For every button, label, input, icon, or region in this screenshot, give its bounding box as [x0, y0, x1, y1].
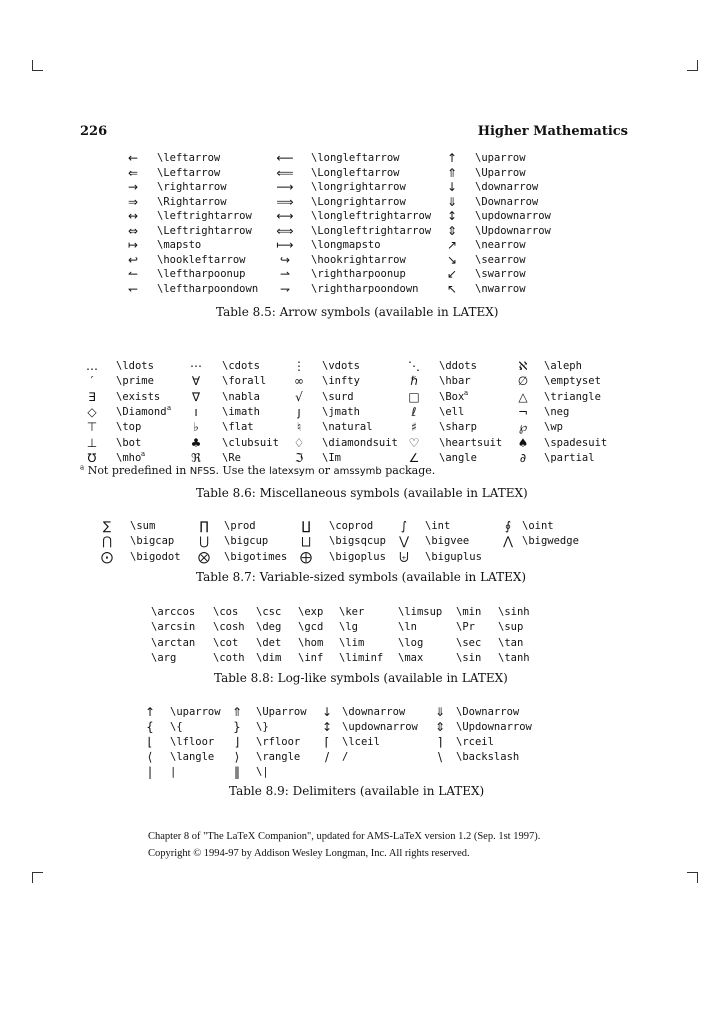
latex-command: \Updownarrow [456, 721, 532, 734]
symbol-glyph: ∠ [408, 450, 420, 465]
arrow-table-caption: Table 8.5: Arrow symbols (available in LATEX) [216, 305, 499, 319]
symbol-glyph: ◇ [87, 404, 97, 419]
latex-command: \nabla [222, 390, 260, 403]
symbol-glyph: ⟹ [276, 194, 294, 209]
latex-command: \prod [224, 520, 256, 532]
latex-command: \cdots [222, 360, 260, 372]
latex-command: \sinh [498, 606, 530, 618]
latex-command: \exists [116, 390, 161, 403]
footnote-part: amssymb [333, 466, 382, 477]
latex-command: \log [398, 636, 424, 649]
latex-command: \Leftrightarrow [157, 224, 252, 237]
symbol-glyph: □ [408, 389, 420, 404]
symbol-glyph: ⋀ [503, 534, 513, 549]
latex-command: \swarrow [475, 268, 526, 280]
crop-mark-top-right [687, 60, 698, 71]
latex-command: \rceil [456, 736, 494, 749]
latex-command: \bigoplus [329, 550, 386, 563]
latex-command: \| [256, 766, 269, 779]
symbol-glyph: ↑ [446, 151, 458, 165]
latex-command: \rightharpoondown [311, 282, 419, 295]
page-number: 226 [80, 124, 108, 139]
symbol-glyph: ∀ [191, 374, 201, 389]
varsized-table-caption: Table 8.7: Variable-sized symbols (available in LATEX) [196, 570, 527, 584]
footnote-part: Not predefined in [87, 464, 190, 477]
latex-command: \rightarrow [157, 181, 227, 193]
latex-command: \exp [298, 606, 324, 618]
latex-command: \arcsin [151, 621, 196, 634]
symbol-glyph: ℜ [191, 450, 201, 465]
latex-command: \searrow [475, 253, 526, 266]
latex-command: \Longrightarrow [311, 195, 406, 208]
latex-command: \cos [213, 606, 239, 618]
symbol-glyph: ↓ [321, 705, 333, 719]
latex-command: \Updownarrow [475, 224, 551, 237]
latex-command: \dim [256, 651, 282, 664]
latex-command: \tan [498, 636, 524, 649]
symbol-glyph: ¬ [517, 404, 529, 419]
latex-command: \leftharpoonup [157, 268, 246, 280]
latex-command: \{ [170, 721, 183, 734]
symbol-glyph: ⟨ [147, 750, 153, 765]
latex-command: \Downarrow [456, 706, 520, 718]
symbol-glyph: ℧ [87, 450, 97, 465]
crop-mark-bottom-right [687, 872, 698, 883]
latex-command: \csc [256, 606, 282, 618]
symbol-glyph: ♯ [411, 420, 417, 435]
symbol-glyph: ♢ [293, 435, 305, 450]
copyright-line: Chapter 8 of "The LaTeX Companion", updated for AMS-LaTeX version 1.2 (Sep. 1st 1997). [148, 831, 541, 842]
crop-mark-top-left [32, 60, 43, 71]
latex-command: \ddots [439, 360, 477, 372]
symbol-glyph: ⇔ [127, 223, 139, 238]
symbol-glyph: ∃ [88, 389, 96, 404]
latex-command: \Pr [456, 621, 475, 634]
symbol-glyph: ⇕ [434, 720, 446, 735]
latex-command: \ldots [116, 360, 154, 372]
symbol-glyph: ⋮ [293, 359, 305, 373]
symbol-glyph: ∇ [191, 389, 201, 404]
symbol-glyph: ⟶ [276, 180, 294, 194]
latex-command: \min [456, 606, 482, 618]
latex-command: \updownarrow [475, 210, 551, 222]
symbol-glyph: ∑ [102, 519, 112, 533]
symbol-glyph: ⇓ [434, 705, 446, 719]
symbol-glyph: ∮ [504, 519, 512, 533]
latex-command: \max [398, 651, 424, 664]
latex-command: \ell [439, 405, 465, 418]
symbol-glyph: ⇓ [446, 194, 458, 209]
symbol-glyph: ↖ [446, 281, 458, 296]
delims-table-caption: Table 8.9: Delimiters (available in LATEX) [229, 784, 485, 798]
latex-command: \forall [222, 375, 267, 388]
latex-command: \rfloor [256, 736, 301, 749]
latex-command: \hookleftarrow [157, 253, 246, 266]
latex-command: \partial [544, 451, 595, 464]
footnote-mark: a [80, 463, 85, 472]
latex-command: \hbar [439, 375, 471, 388]
symbol-glyph: ⋃ [199, 534, 209, 549]
latex-command: \Downarrow [475, 195, 539, 208]
latex-command: \sin [456, 651, 482, 664]
latex-command: \mapsto [157, 239, 202, 251]
latex-command: \longleftarrow [311, 152, 400, 164]
symbol-glyph: ⋂ [102, 534, 112, 549]
latex-command: \vdots [322, 360, 360, 372]
latex-command: \uparrow [475, 152, 526, 164]
symbol-glyph: ♡ [408, 435, 420, 450]
latex-command: / [342, 751, 349, 764]
symbol-glyph: ↕ [321, 720, 333, 735]
latex-command: \sharp [439, 421, 477, 434]
symbol-glyph: ↙ [446, 267, 458, 281]
footnote-part: or [314, 464, 334, 477]
symbol-glyph: ∏ [199, 519, 209, 533]
latex-command: \cosh [213, 621, 245, 634]
running-header [80, 124, 628, 140]
latex-command: \updownarrow [342, 721, 418, 734]
latex-command: \lg [339, 621, 358, 634]
latex-command: \backslash [456, 751, 520, 764]
latex-command: \bigcap [130, 535, 175, 548]
latex-command: \leftrightarrow [157, 210, 252, 222]
symbol-glyph: ↔ [127, 209, 139, 223]
latex-command: \ln [398, 621, 417, 634]
latex-command: \bot [116, 436, 142, 449]
symbol-glyph: ⋁ [399, 534, 409, 549]
footnote-part: NFSS [189, 466, 216, 477]
latex-command: \cot [213, 636, 239, 649]
latex-command: \sup [498, 621, 524, 634]
latex-command: \lceil [342, 736, 380, 749]
latex-command: \nearrow [475, 239, 526, 251]
latex-command: \} [256, 721, 269, 734]
latex-command: \biguplus [425, 550, 482, 563]
symbol-glyph: ⇒ [127, 194, 139, 209]
symbol-glyph: ♭ [193, 420, 199, 435]
latex-command: \longrightarrow [311, 181, 406, 193]
symbol-glyph: ⟩ [234, 750, 240, 765]
latex-command: \infty [322, 375, 360, 388]
latex-command: \Leftarrow [157, 166, 221, 179]
latex-command: \Im [322, 451, 341, 464]
latex-command: \limsup [398, 606, 443, 618]
latex-command: \lfloor [170, 736, 215, 749]
latex-command: \int [425, 520, 451, 532]
latex-command: \clubsuit [222, 436, 279, 449]
latex-command: \hookrightarrow [311, 253, 406, 266]
symbol-glyph: ⨁ [300, 549, 312, 564]
latex-command: \hom [298, 636, 324, 649]
latex-command: \spadesuit [544, 436, 608, 449]
latex-command: \jmath [322, 405, 360, 418]
symbol-glyph: ⟼ [276, 238, 294, 252]
symbol-glyph: ⇀ [279, 267, 291, 281]
symbol-glyph: … [86, 359, 98, 373]
latex-command: \det [256, 636, 282, 649]
latex-command: \bigvee [425, 535, 470, 548]
latex-command: \heartsuit [439, 436, 503, 449]
symbol-glyph: | [147, 765, 153, 780]
symbol-glyph: ∐ [301, 519, 311, 533]
symbol-glyph: { [146, 720, 154, 735]
latex-command: \arg [151, 651, 177, 664]
symbol-glyph: ı [194, 404, 198, 419]
latex-command: \Longleftarrow [311, 166, 400, 179]
latex-command: \flat [222, 421, 254, 434]
latex-command: \coth [213, 651, 245, 664]
latex-command: \bigcup [224, 535, 269, 548]
footnote-part: package. [381, 464, 436, 477]
latex-command: | [170, 766, 177, 779]
loglike-table-caption: Table 8.8: Log-like symbols (available in LATEX) [214, 671, 508, 685]
latex-command: \Rightarrow [157, 195, 227, 208]
symbol-glyph: ∞ [294, 374, 304, 389]
latex-command: \prime [116, 375, 154, 388]
latex-command: \coprod [329, 520, 374, 532]
latex-command: \downarrow [475, 181, 539, 193]
latex-command: \triangle [544, 390, 601, 403]
latex-command: \ker [339, 606, 365, 618]
latex-command: \uparrow [170, 706, 221, 718]
symbol-glyph: → [127, 180, 139, 194]
symbol-glyph: ⨂ [198, 549, 210, 564]
symbol-glyph: ∅ [517, 374, 529, 389]
latex-command: \angle [439, 451, 477, 464]
symbol-glyph: √ [295, 389, 303, 404]
symbol-glyph: ↦ [127, 238, 139, 252]
symbol-glyph: ⇁ [279, 281, 291, 296]
symbol-glyph: ⇐ [127, 165, 139, 180]
latex-command: \langle [170, 751, 215, 764]
latex-command: \wp [544, 421, 563, 434]
footnote-part: latexsym [268, 466, 315, 477]
symbol-glyph: ↩ [127, 252, 139, 267]
footnote-part: . Use the [215, 464, 269, 477]
symbol-glyph: ⨆ [301, 534, 311, 549]
symbol-glyph: ⌉ [437, 735, 443, 750]
symbol-glyph: ⨄ [399, 549, 409, 564]
latex-command: \Box [439, 390, 465, 403]
symbol-glyph: ‖ [234, 765, 240, 780]
latex-command: \rangle [256, 751, 301, 764]
symbol-glyph: ⨀ [101, 549, 113, 564]
latex-command: \oint [522, 520, 554, 532]
latex-command: \neg [544, 405, 570, 418]
latex-command: \Re [222, 451, 241, 464]
latex-command: \Uparrow [475, 166, 526, 179]
symbol-glyph: ℑ [294, 450, 304, 465]
latex-command: \natural [322, 421, 373, 434]
symbol-glyph: ⋱ [408, 359, 420, 373]
crop-mark-bottom-left [32, 872, 43, 883]
latex-command: \bigsqcup [329, 535, 386, 548]
symbol-glyph: ← [127, 151, 139, 165]
latex-command: \deg [256, 621, 282, 634]
latex-command: \mho [116, 451, 142, 464]
symbol-glyph: } [233, 720, 241, 735]
symbol-glyph: ↪ [279, 252, 291, 267]
latex-command: \bigotimes [224, 550, 288, 563]
latex-command: \emptyset [544, 375, 601, 388]
symbol-glyph: ′ [90, 374, 94, 389]
latex-command: \aleph [544, 360, 582, 372]
symbol-glyph: ⊤ [86, 420, 98, 435]
symbol-glyph: ⋯ [190, 359, 202, 373]
symbol-glyph: ↽ [127, 281, 139, 296]
latex-command: \bigodot [130, 550, 181, 563]
symbol-glyph: ♮ [296, 420, 302, 435]
symbol-glyph: ℏ [410, 374, 418, 389]
symbol-glyph: ↘ [446, 252, 458, 267]
symbol-glyph: ⇕ [446, 223, 458, 238]
symbol-glyph: ⊥ [86, 435, 98, 450]
symbol-glyph: ♠ [517, 435, 529, 450]
latex-command: \longmapsto [311, 239, 381, 251]
symbol-glyph: ⟺ [276, 223, 294, 238]
symbol-glyph: ⌊ [147, 735, 153, 750]
latex-command: \leftharpoondown [157, 282, 259, 295]
symbol-glyph: ↼ [127, 267, 139, 281]
latex-command: \leftarrow [157, 152, 221, 164]
latex-command: \Diamond [116, 405, 167, 418]
symbol-glyph: ⟵ [276, 151, 294, 165]
latex-command: \Longleftrightarrow [311, 224, 432, 237]
symbol-glyph: ⟸ [276, 165, 294, 180]
latex-command: \rightharpoonup [311, 268, 406, 280]
symbol-glyph: ↗ [446, 238, 458, 252]
symbol-glyph: ♣ [190, 435, 202, 450]
latex-command: \inf [298, 651, 324, 664]
copyright-line: Copyright © 1994-97 by Addison Wesley Longman, Inc. All rights reserved. [148, 848, 470, 859]
latex-command: \sec [456, 636, 482, 649]
symbol-glyph: ⇑ [231, 705, 243, 719]
latex-command: \lim [339, 636, 365, 649]
latex-command: \nwarrow [475, 282, 526, 295]
symbol-glyph: ℓ [411, 404, 417, 419]
latex-command: \liminf [339, 651, 384, 664]
latex-command: \bigwedge [522, 535, 579, 548]
symbol-glyph: ↓ [446, 180, 458, 194]
symbol-glyph: / [324, 750, 330, 765]
symbol-glyph: ȷ [297, 404, 301, 419]
symbol-glyph: \ [437, 750, 443, 765]
latex-command: \top [116, 421, 142, 434]
symbol-glyph: ⟷ [276, 209, 294, 223]
symbol-glyph: ⌋ [234, 735, 240, 750]
copyright-notice [148, 828, 540, 862]
symbol-glyph: ⇑ [446, 165, 458, 180]
latex-command: \surd [322, 390, 354, 403]
latex-command: \sum [130, 520, 156, 532]
table-footnote [80, 464, 435, 477]
latex-command: \imath [222, 405, 260, 418]
symbol-glyph: ∂ [519, 450, 527, 465]
symbol-glyph: ⌈ [324, 735, 330, 750]
symbol-glyph: ℵ [518, 359, 528, 373]
latex-command: \gcd [298, 621, 324, 634]
latex-command: \Uparrow [256, 706, 307, 718]
latex-command: \downarrow [342, 706, 406, 718]
symbol-glyph: ∫ [400, 519, 408, 533]
latex-command: \longleftrightarrow [311, 210, 432, 222]
symbol-glyph: ↕ [446, 209, 458, 223]
latex-command: \arctan [151, 636, 196, 649]
symbol-glyph: △ [518, 389, 528, 404]
latex-command: \diamondsuit [322, 436, 398, 449]
misc-table-caption: Table 8.6: Miscellaneous symbols (available in LATEX) [196, 486, 528, 500]
symbol-glyph: ↑ [144, 705, 156, 719]
chapter-title: Higher Mathematics [477, 124, 628, 139]
symbol-glyph: ℘ [518, 420, 528, 435]
latex-command: \arccos [151, 606, 196, 618]
latex-command: \tanh [498, 651, 530, 664]
